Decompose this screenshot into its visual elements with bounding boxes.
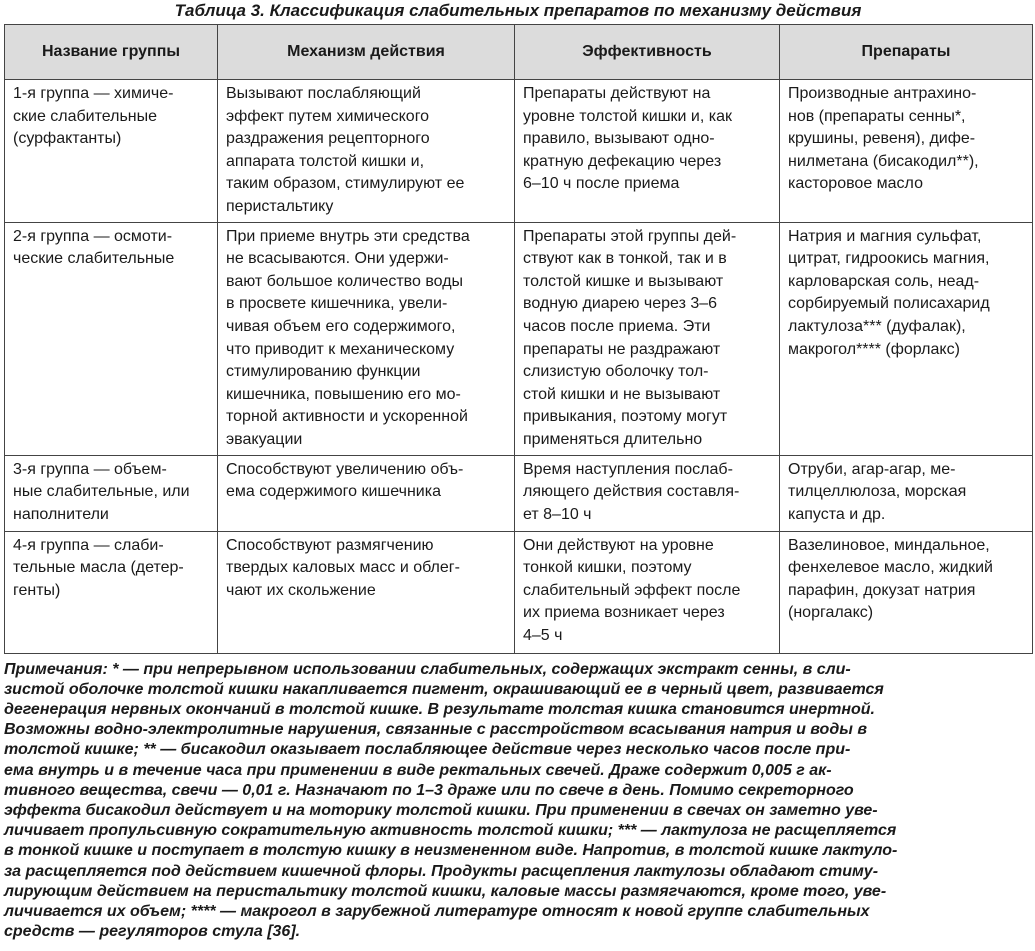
cell-efficacy: Препараты действуют на уровне толстой кишки и, как правило, вызывают одно- кратную дефекацию через 6–10 ч после приема xyxy=(515,80,780,223)
cell-efficacy: Время наступления послаб- ляющего действия составля- ет 8–10 ч xyxy=(515,455,780,531)
table-title: Таблица 3. Классификация слабительных препаратов по механизму действия xyxy=(174,1,862,20)
cell-efficacy: Они действуют на уровне тонкой кишки, поэтому слабительный эффект после их приема возникает через 4–5 ч xyxy=(515,531,780,653)
cell-group: 3-я группа — объем- ные слабительные, или наполнители xyxy=(5,455,218,531)
cell-mechanism: Вызывают послабляющий эффект путем химического раздражения рецепторного аппарата толстой кишки и, таким образом, стимулируют ее перистальтику xyxy=(218,80,515,223)
cell-mechanism: При приеме внутрь эти средства не всасываются. Они удержи- вают большое количество воды в просвете кишечника, увели- чивая объем его содержимого, что приводит к механическому стимулированию функции кишечника, повышению его мо- торной активности и ускоренной эвакуации xyxy=(218,222,515,455)
table-row xyxy=(5,80,1033,223)
cell-drugs: Отруби, агар-агар, ме- тилцеллюлоза, морская капуста и др. xyxy=(780,455,1033,531)
table-notes: Примечания: * — при непрерывном использовании слабительных, содержащих экстракт сенны, в сли- зистой оболочке толстой кишки накапливается пигмент, окрашивающий ее в черный цвет, развивается дегенерация нервных окончаний в толстой кишке. В результате толстая кишка становится инертной. Возможны водно-электролитные нарушения, связанные с расстройством всасывания натрия и воды в толстой кишке; ** — бисакодил оказывает послабляющее действие через несколько часов после при- ема внутрь и в течение часа при применении в виде ректальных свечей. Драже содержит 0,005 г ак- тивного вещества, свечи — 0,01 г. Назначают по 1–3 драже или по свече в день. Помимо секреторного эффекта бисакодил действует и на моторику толстой кишки. При применении в свечах он заметно уве- личивает пропульсивную сократительную активность толстой кишки; *** — лактулоза не расщепляется в тонкой кишке и поступает в толстую кишку в неизмененном виде. Напротив, в толстой кишке лактуло- за расщепляется под действием кишечной флоры. Продукты расщепления лактулозы обладают стиму- лирующим действием на перистальтику толстой кишки, каловые массы размягчаются, кроме того, уве- личивается их объем; **** — макрогол в зарубежной литературе относят к новой группе слабительных средств — регуляторов стула [36]. xyxy=(4,660,898,941)
cell-efficacy: Препараты этой группы дей- ствуют как в тонкой, так и в толстой кишке и вызывают водную диарею через 3–6 часов после приема. Эти препараты не раздражают слизистую оболочку тол- стой кишки и не вызывают привыкания, поэтому могут применяться длительно xyxy=(515,222,780,455)
table-row xyxy=(5,531,1033,653)
cell-mechanism: Способствуют увеличению объ- ема содержимого кишечника xyxy=(218,455,515,531)
laxatives-table xyxy=(4,24,1033,654)
cell-group: 2-я группа — осмоти- ческие слабительные xyxy=(5,222,218,455)
cell-drugs: Производные антрахино- нов (препараты сенны*, крушины, ревеня), дифе- нилметана (бисакодил**), касторовое масло xyxy=(780,80,1033,223)
header-efficacy: Эффективность xyxy=(515,25,780,80)
table-header-row xyxy=(5,25,1033,80)
cell-mechanism: Способствуют размягчению твердых каловых масс и облег- чают их скольжение xyxy=(218,531,515,653)
cell-drugs: Натрия и магния сульфат, цитрат, гидроокись магния, карловарская соль, неад- сорбируемый полисахарид лактулоза*** (дуфалак), макрогол**** (форлакс) xyxy=(780,222,1033,455)
header-drugs: Препараты xyxy=(780,25,1033,80)
table-row xyxy=(5,222,1033,455)
header-mechanism: Механизм действия xyxy=(218,25,515,80)
header-group-name: Название группы xyxy=(5,25,218,80)
cell-group: 1-я группа — химиче- ские слабительные (сурфактанты) xyxy=(5,80,218,223)
table-row xyxy=(5,455,1033,531)
cell-drugs: Вазелиновое, миндальное, фенхелевое масло, жидкий парафин, докузат натрия (норгалакс) xyxy=(780,531,1033,653)
cell-group: 4-я группа — слаби- тельные масла (детер- генты) xyxy=(5,531,218,653)
